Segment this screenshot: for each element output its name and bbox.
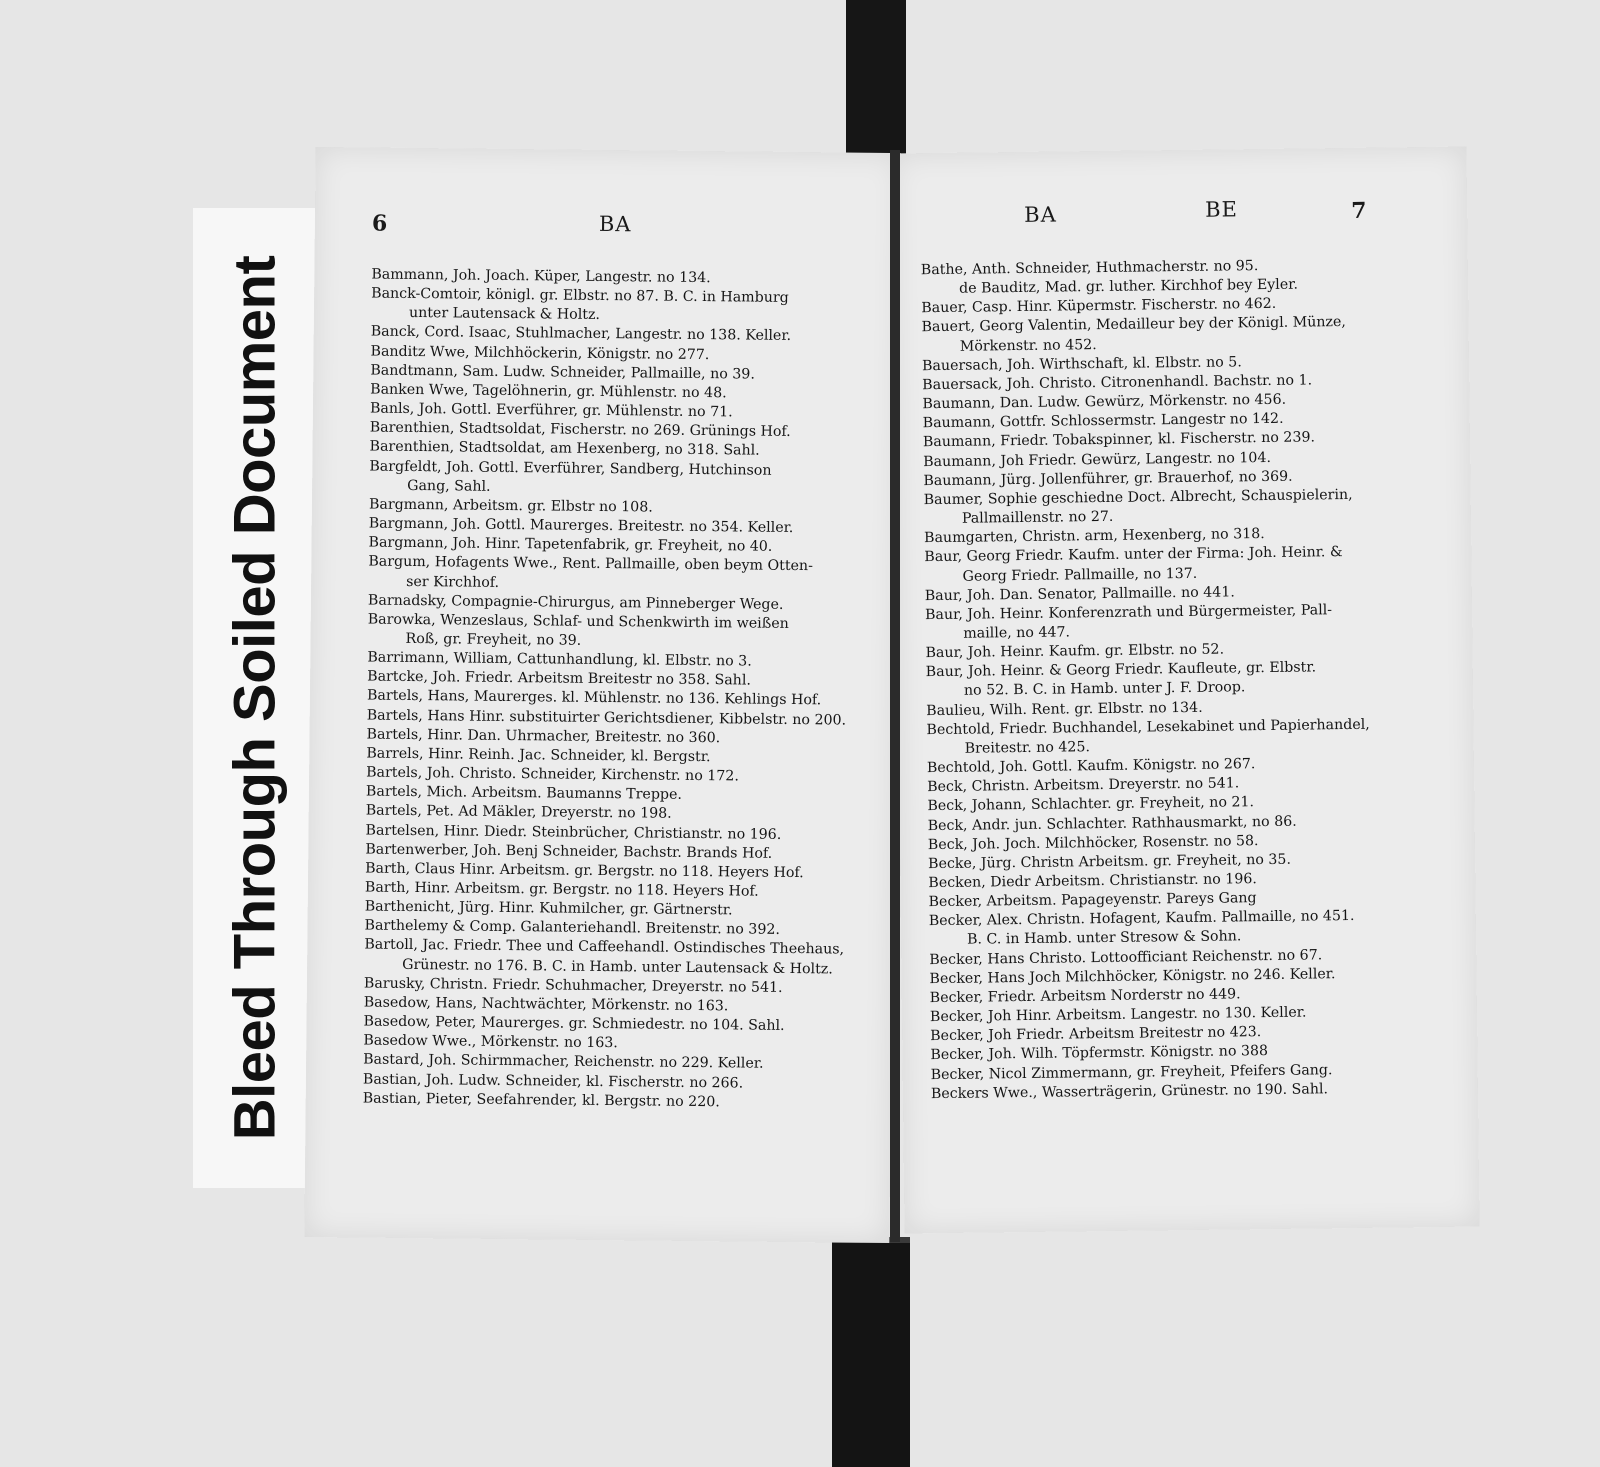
directory-entry-line: Baur, Joh. Heinr. Konferenzrath und Bürgermeister, Pall- xyxy=(924,602,1333,623)
directory-entry-line: unter Lautensack & Holtz. xyxy=(408,305,601,324)
directory-entry-line: Becker, Nicol Zimmermann, gr. Freyheit, Pfeifers Gang. xyxy=(930,1061,1333,1083)
page-gutter xyxy=(890,150,900,1242)
directory-entry-line: ser Kirchhof. xyxy=(406,573,500,591)
directory-entry-line: Bargmann, Joh. Hinr. Tapetenfabrik, gr. Freyheit, no 40. xyxy=(368,534,773,555)
directory-entry-line: Becken, Diedr Arbeitsm. Christianstr. no 196. xyxy=(928,871,1257,892)
directory-entry-line: Barenthien, Stadtsoldat, am Hexenberg, no 318. Sahl. xyxy=(369,438,760,460)
directory-entry-line: no 52. B. C. in Hamb. unter J. F. Droop. xyxy=(963,679,1246,700)
directory-entry-line: Basedow, Peter, Maurerges. gr. Schmiedestr. no 104. Sahl. xyxy=(363,1013,785,1035)
directory-entry-line: Barrimann, William, Cattunhandlung, kl. Elbstr. no 3. xyxy=(367,649,752,670)
directory-entry-line: Becker, Hans Joch Milchhöcker, Königstr. no 246. Keller. xyxy=(929,965,1336,987)
directory-entry-line: Gang, Sahl. xyxy=(407,477,491,495)
directory-entry-line: Bartcke, Joh. Friedr. Arbeitsm Breitestr no 358. Sahl. xyxy=(367,668,751,689)
directory-entry-line: Bandtmann, Sam. Ludw. Schneider, Pallmaille, no 39. xyxy=(370,362,755,383)
directory-entry-line: Barenthien, Stadtsoldat, Fischerstr. no 269. Grünings Hof. xyxy=(369,419,791,441)
directory-entry-line: maille, no 447. xyxy=(963,624,1071,642)
directory-entry-line: Barnadsky, Compagnie-Chirurgus, am Pinneberger Wege. xyxy=(367,592,784,613)
left-page-header: BA xyxy=(598,211,632,237)
directory-entry-line: Barowka, Wenzeslaus, Schlaf- und Schenkwirth im weißen xyxy=(367,611,789,632)
directory-entry-line: Becker, Arbeitsm. Papageyenstr. Pareys Gang xyxy=(928,890,1257,911)
directory-entry-line: Bartels, Pet. Ad Mäkler, Dreyerstr. no 198. xyxy=(365,802,672,823)
directory-entry-line: Becker, Joh. Wilh. Töpfermstr. Königstr. no 388 xyxy=(930,1043,1269,1064)
document-label: Bleed Through Soiled Document xyxy=(222,255,288,1141)
directory-entry-line: Bauert, Georg Valentin, Medailleur bey der Königl. Münze, xyxy=(921,314,1346,336)
right-page-number: 7 xyxy=(1351,197,1367,224)
directory-entry-line: Bastian, Joh. Ludw. Schneider, kl. Fischerstr. no 266. xyxy=(362,1071,744,1092)
directory-entry-line: Bartelsen, Hinr. Diedr. Steinbrücher, Christianstr. no 196. xyxy=(365,822,782,843)
directory-entry-line: Becker, Joh Hinr. Arbeitsm. Langestr. no 130. Keller. xyxy=(929,1004,1307,1026)
directory-entry-line: Banditz Wwe, Milchhöckerin, Königstr. no 277. xyxy=(370,343,710,363)
directory-entry-line: Bargum, Hofagents Wwe., Rent. Pallmaille, oben beym Otten- xyxy=(368,553,813,575)
directory-entry-line: Becker, Joh Friedr. Arbeitsm Breitestr no 423. xyxy=(930,1024,1262,1045)
directory-entry-line: de Bauditz, Mad. gr. luther. Kirchhof bey Eyler. xyxy=(958,276,1299,297)
right-page xyxy=(891,147,1479,1234)
right-page-header-right: BE xyxy=(1204,197,1239,222)
left-entry-list xyxy=(363,266,872,1114)
directory-entry-line: Banken Wwe, Tagelöhnerin, gr. Mühlenstr. no 48. xyxy=(370,381,727,402)
directory-entry-line: Bartoll, Jac. Friedr. Thee und Caffeehandl. Ostindisches Theehaus, xyxy=(364,936,845,959)
directory-entry-line: Grünestr. no 176. B. C. in Hamb. unter Lautensack & Holtz. xyxy=(402,956,833,978)
directory-entry-line: Bartels, Hinr. Dan. Uhrmacher, Breitestr. no 360. xyxy=(366,726,721,746)
right-page-header-left: BA xyxy=(1024,202,1057,227)
directory-entry-line: Beck, Christn. Arbeitsm. Dreyerstr. no 541. xyxy=(927,775,1240,796)
directory-entry-line: Bathe, Anth. Schneider, Huthmacherstr. no 95. xyxy=(920,258,1259,279)
directory-entry-line: Mörkenstr. no 452. xyxy=(959,336,1097,355)
directory-entry-line: Baur, Joh. Dan. Senator, Pallmaille. no 441. xyxy=(924,584,1235,604)
directory-entry-line: Baulieu, Wilh. Rent. gr. Elbstr. no 134. xyxy=(926,699,1203,719)
directory-entry-line: Baumer, Sophie geschiedne Doct. Albrecht, Schauspielerin, xyxy=(923,486,1353,509)
directory-entry-line: Bechtold, Joh. Gottl. Kaufm. Königstr. no 267. xyxy=(926,756,1256,777)
directory-entry-line: Basedow, Hans, Nachtwächter, Mörkenstr. no 163. xyxy=(363,994,729,1015)
directory-entry-line: Bartels, Hans Hinr. substituirter Gerichtsdiener, Kibbelstr. no 200. xyxy=(366,707,847,729)
directory-entry-line: Bargfeldt, Joh. Gottl. Everführer, Sandberg, Hutchinson xyxy=(369,458,772,479)
directory-entry-line: Baumann, Friedr. Tobakspinner, kl. Fischerstr. no 239. xyxy=(922,429,1316,451)
directory-entry-line: Baumann, Joh Friedr. Gewürz, Langestr. no 104. xyxy=(923,449,1272,470)
directory-entry-line: Beck, Andr. jun. Schlachter. Rathhausmarkt, no 86. xyxy=(927,813,1297,834)
directory-entry-line: Baur, Georg Friedr. Kaufm. unter der Firma: Joh. Heinr. & xyxy=(924,544,1343,566)
directory-entry-line: Beck, Johann, Schlachter. gr. Freyheit, no 21. xyxy=(927,794,1255,815)
directory-entry-line: B. C. in Hamb. unter Stresow & Sohn. xyxy=(966,928,1242,949)
directory-entry-line: Bauer, Casp. Hinr. Küpermstr. Fischerstr. no 462. xyxy=(921,296,1277,317)
directory-entry-line: Beck, Joh. Joch. Milchhöcker, Rosenstr. no 58. xyxy=(927,832,1259,853)
directory-entry-line: Banck-Comtoir, königl. gr. Elbstr. no 87. B. C. in Hamburg xyxy=(371,285,789,307)
right-entry-list xyxy=(921,255,1431,1104)
directory-entry-line: Bartels, Joh. Christo. Schneider, Kirchenstr. no 172. xyxy=(366,764,739,785)
directory-entry-line: Bauersach, Joh. Wirthschaft, kl. Elbstr. no 5. xyxy=(921,354,1242,374)
directory-entry-line: Becke, Jürg. Christn Arbeitsm. gr. Freyheit, no 35. xyxy=(928,851,1292,873)
directory-entry-line: Bechtold, Friedr. Buchhandel, Lesekabinet und Papierhandel, xyxy=(926,716,1370,738)
directory-entry-line: Banls, Joh. Gottl. Everführer, gr. Mühlenstr. no 71. xyxy=(369,400,733,421)
directory-entry-line: Becker, Hans Christo. Lottoofficiant Reichenstr. no 67. xyxy=(929,946,1323,968)
directory-entry-line: Bartenwerber, Joh. Benj Schneider, Bachstr. Brands Hof. xyxy=(365,841,773,862)
directory-entry-line: Bammann, Joh. Joach. Küper, Langestr. no 134. xyxy=(371,266,711,287)
directory-entry-line: Barusky, Christn. Friedr. Schuhmacher, Dreyerstr. no 541. xyxy=(363,975,783,996)
directory-entry-line: Bauersack, Joh. Christo. Citronenhandl. Bachstr. no 1. xyxy=(922,372,1313,394)
directory-entry-line: Georg Friedr. Pallmaille, no 137. xyxy=(962,565,1198,585)
directory-entry-line: Bargmann, Joh. Gottl. Maurerges. Breitestr. no 354. Keller. xyxy=(368,515,794,537)
spine-top xyxy=(846,0,906,172)
directory-entry-line: Baumann, Dan. Ludw. Gewürz, Mörkenstr. no 456. xyxy=(922,391,1287,413)
directory-entry-line: Baumann, Jürg. Jollenführer, gr. Brauerhof, no 369. xyxy=(923,468,1293,489)
directory-entry-line: Pallmaillenstr. no 27. xyxy=(961,508,1114,527)
directory-entry-line: Barthenicht, Jürg. Hinr. Kuhmilcher, gr. Gärtnerstr. xyxy=(364,898,733,919)
directory-entry-line: Becker, Friedr. Arbeitsm Norderstr no 449. xyxy=(929,986,1241,1007)
directory-entry-line: Becker, Alex. Christn. Hofagent, Kaufm. Pallmaille, no 451. xyxy=(928,908,1355,930)
directory-entry-line: Bartels, Mich. Arbeitsm. Baumanns Treppe. xyxy=(365,783,683,804)
directory-entry-line: Baumann, Gottfr. Schlossermstr. Langestr no 142. xyxy=(922,411,1284,432)
directory-entry-line: Breitestr. no 425. xyxy=(964,739,1091,757)
directory-entry-line: Basedow Wwe., Mörkenstr. no 163. xyxy=(363,1032,618,1052)
directory-entry-line: Bartels, Hans, Maurerges. kl. Mühlenstr. no 136. Kehlings Hof. xyxy=(366,687,822,709)
directory-entry-line: Barth, Hinr. Arbeitsm. gr. Bergstr. no 118. Heyers Hof. xyxy=(364,879,759,900)
directory-entry-line: Roß, gr. Freyheit, no 39. xyxy=(405,630,582,649)
directory-entry-line: Beckers Wwe., Wasserträgerin, Grünestr. no 190. Sahl. xyxy=(930,1081,1329,1102)
left-page-number: 6 xyxy=(371,210,388,237)
directory-entry-line: Barth, Claus Hinr. Arbeitsm. gr. Bergstr. no 118. Heyers Hof. xyxy=(365,860,804,881)
directory-entry-line: Baur, Joh. Heinr. & Georg Friedr. Kaufleute, gr. Elbstr. xyxy=(925,659,1317,681)
directory-entry-line: Baumgarten, Christn. arm, Hexenberg, no 318. xyxy=(924,526,1265,547)
spine-bottom xyxy=(832,1237,910,1467)
directory-entry-line: Bastian, Pieter, Seefahrender, kl. Bergstr. no 220. xyxy=(362,1090,720,1110)
directory-entry-line: Bargmann, Arbeitsm. gr. Elbstr no 108. xyxy=(368,496,653,516)
directory-entry-line: Baur, Joh. Heinr. Kaufm. gr. Elbstr. no 52. xyxy=(925,641,1225,662)
directory-entry-line: Barrels, Hinr. Reinh. Jac. Schneider, kl. Bergstr. xyxy=(366,745,711,766)
directory-entry-line: Banck, Cord. Isaac, Stuhlmacher, Langestr. no 138. Keller. xyxy=(370,324,792,345)
left-page xyxy=(304,147,900,1243)
directory-entry-line: Bastard, Joh. Schirmmacher, Reichenstr. no 229. Keller. xyxy=(363,1051,764,1073)
directory-entry-line: Barthelemy & Comp. Galanteriehandl. Breitenstr. no 392. xyxy=(364,917,781,939)
